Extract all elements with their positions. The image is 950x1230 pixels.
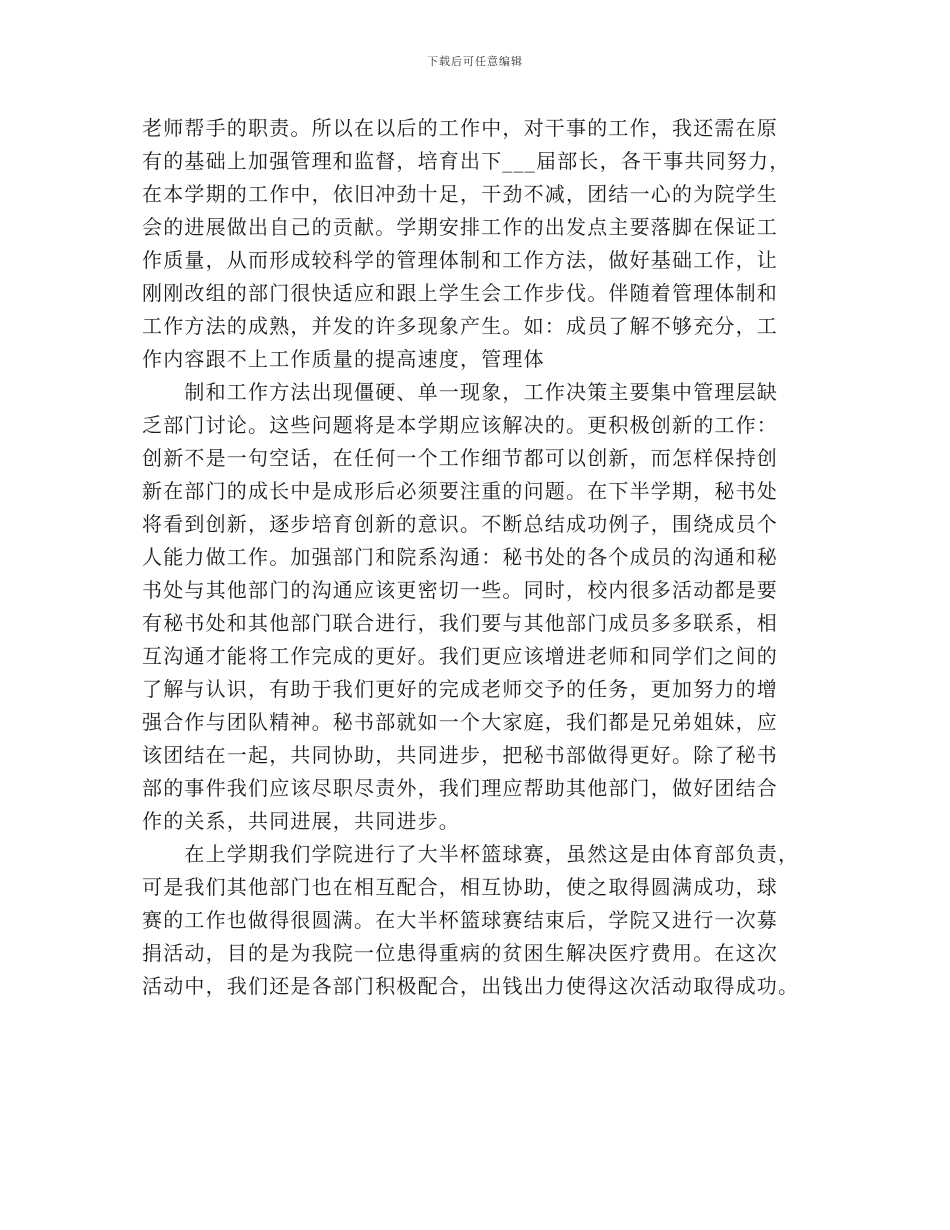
text-line: 赛的工作也做得很圆满。在大半杯篮球赛结束后，学院又进行一次募 xyxy=(142,908,778,932)
text-line: 刚刚改组的部门很快适应和跟上学生会工作步伐。伴随着管理体制和 xyxy=(142,281,778,305)
text-line: 部的事件我们应该尽职尽责外，我们理应帮助其他部门，做好团结合 xyxy=(142,776,778,800)
text-line: 作质量，从而形成较科学的管理体制和工作方法，做好基础工作，让 xyxy=(142,248,778,272)
text-line: 人能力做工作。加强部门和院系沟通：秘书处的各个成员的沟通和秘 xyxy=(142,545,778,569)
paragraph xyxy=(142,376,826,838)
paragraph xyxy=(142,112,826,376)
text-line: 活动中，我们还是各部门积极配合，出钱出力使得这次活动取得成功。 xyxy=(142,974,800,998)
text-line: 在本学期的工作中，依旧冲劲十足，干劲不减，团结一心的为院学生 xyxy=(142,182,778,206)
text-line: 在上学期我们学院进行了大半杯篮球赛，虽然这是由体育部负责， xyxy=(142,842,800,866)
text-line: 强合作与团队精神。秘书部就如一个大家庭，我们都是兄弟姐妹，应 xyxy=(142,710,778,734)
text-line: 将看到创新，逐步培育创新的意识。不断总结成功例子，围绕成员个 xyxy=(142,512,778,536)
text-line: 有秘书处和其他部门联合进行，我们要与其他部门成员多多联系，相 xyxy=(142,611,778,635)
document-body xyxy=(142,112,826,1003)
text-line: 乏部门讨论。这些问题将是本学期应该解决的。更积极创新的工作： xyxy=(142,413,778,437)
text-line: 制和工作方法出现僵硬、单一现象，工作决策主要集中管理层缺 xyxy=(142,380,778,404)
text-line: 工作方法的成熟，并发的许多现象产生。如：成员了解不够充分，工 xyxy=(142,314,778,338)
text-line: 会的进展做出自己的贡献。学期安排工作的出发点主要落脚在保证工 xyxy=(142,215,778,239)
text-line: 互沟通才能将工作完成的更好。我们更应该增进老师和同学们之间的 xyxy=(142,644,778,668)
text-line: 作的关系，共同进展，共同进步。 xyxy=(142,809,460,833)
text-line: 有的基础上加强管理和监督，培育出下___届部长，各干事共同努力， xyxy=(142,149,791,173)
text-line: 新在部门的成长中是成形后必须要注重的问题。在下半学期，秘书处 xyxy=(142,479,778,503)
text-line: 作内容跟不上工作质量的提高速度，管理体 xyxy=(142,347,545,371)
paragraph xyxy=(142,838,826,1003)
text-line: 捐活动，目的是为我院一位患得重病的贫困生解决医疗费用。在这次 xyxy=(142,941,778,965)
page-header: 下载后可任意编辑 xyxy=(427,55,523,68)
text-line: 创新不是一句空话，在任何一个工作细节都可以创新，而怎样保持创 xyxy=(142,446,778,470)
text-line: 可是我们其他部门也在相互配合，相互协助，使之取得圆满成功，球 xyxy=(142,875,778,899)
text-line: 了解与认识，有助于我们更好的完成老师交予的任务，更加努力的增 xyxy=(142,677,778,701)
text-line: 书处与其他部门的沟通应该更密切一些。同时，校内很多活动都是要 xyxy=(142,578,778,602)
text-line: 该团结在一起，共同协助，共同进步，把秘书部做得更好。除了秘书 xyxy=(142,743,778,767)
text-line: 老师帮手的职责。所以在以后的工作中，对干事的工作，我还需在原 xyxy=(142,116,778,140)
